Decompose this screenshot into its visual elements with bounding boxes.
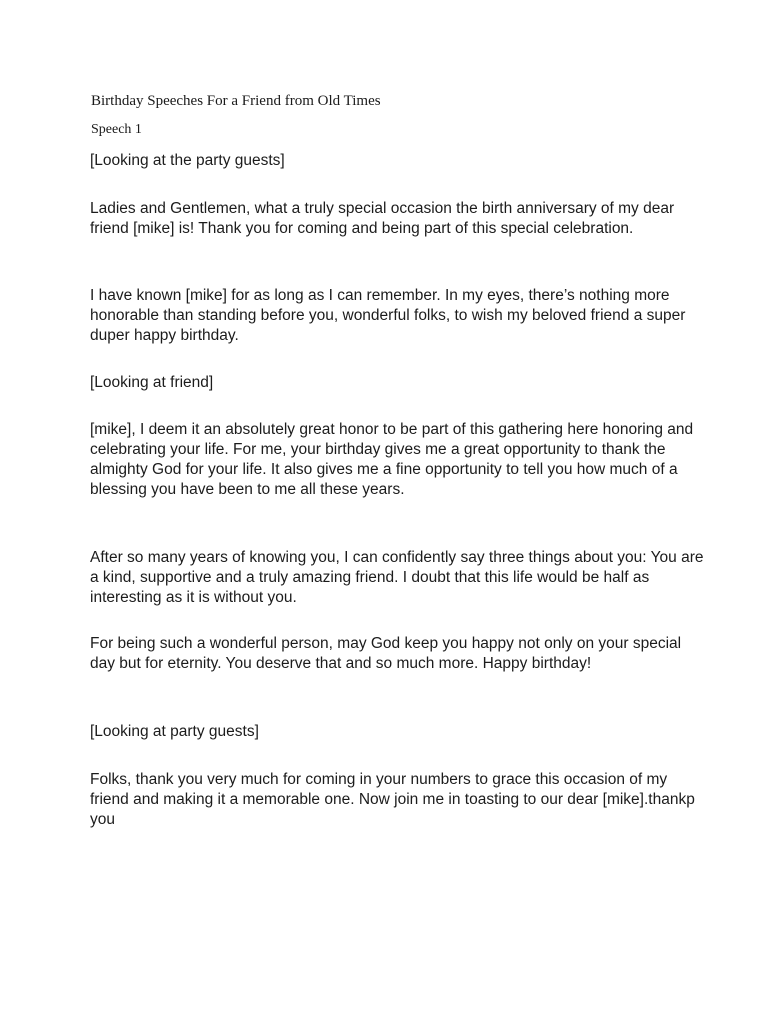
paragraph: For being such a wonderful person, may God keep you happy not only on your special day but for eternity. You deserve that and so much more. Happy birthday! [90, 635, 682, 672]
document-title: Birthday Speeches For a Friend from Old Times [91, 93, 381, 109]
paragraph: [mike], I deem it an absolutely great honor to be part of this gathering here honoring and celebrating your life. For me, your birthday gives me a great opportunity to thank the almighty God for your life. It also gives me a fine opportunity to tell you how much of a blessing you have been to me all these years. [90, 421, 694, 498]
stage-direction: [Looking at friend] [90, 374, 214, 391]
stage-direction: [Looking at the party guests] [90, 152, 285, 169]
paragraph: Ladies and Gentlemen, what a truly special occasion the birth anniversary of my dear friend [mike] is! Thank you for coming and being part of this special celebration. [90, 200, 675, 237]
paragraph: After so many years of knowing you, I can confidently say three things about you: You are a kind, supportive and a truly amazing friend. I doubt that this life would be half as interesting as it is without you. [90, 549, 704, 606]
paragraph: Folks, thank you very much for coming in your numbers to grace this occasion of my friend and making it a memorable one. Now join me in toasting to our dear [mike].thankp you [90, 771, 695, 828]
stage-direction: [Looking at party guests] [90, 723, 259, 740]
paragraph: I have known [mike] for as long as I can remember. In my eyes, there’s nothing more honorable than standing before you, wonderful folks, to wish my beloved friend a super duper happy birthday. [90, 287, 686, 344]
speech-label: Speech 1 [91, 122, 142, 137]
